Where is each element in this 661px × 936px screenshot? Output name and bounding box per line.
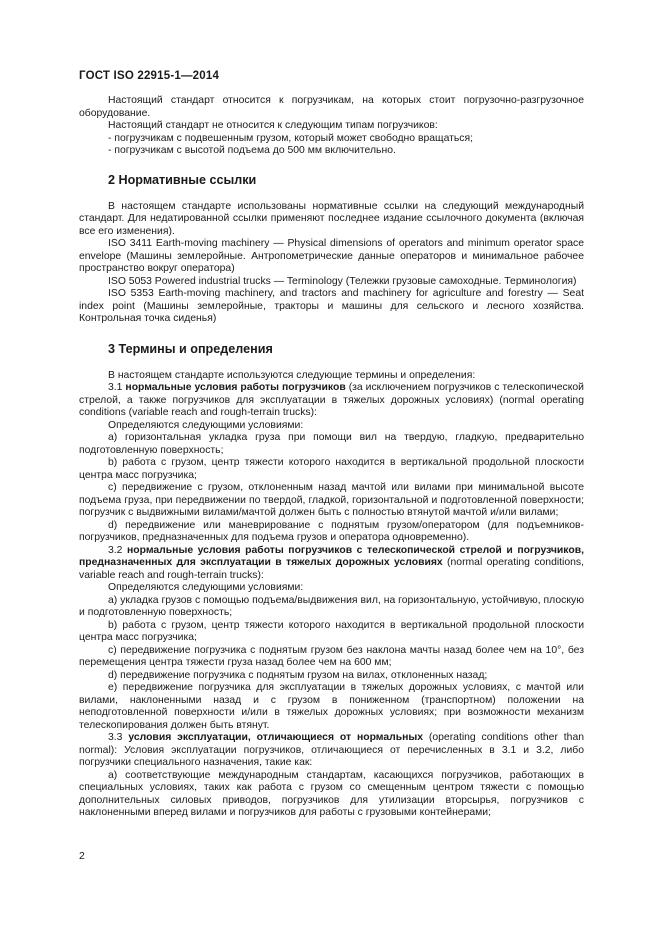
section-3-paragraph: В настоящем стандарте используются следующие термины и определения:	[108, 369, 476, 381]
term-3-1	[79, 382, 584, 420]
term-description: (за исключением погрузчиков с телескопической стрелой, а также погрузчиков для эксплуатации в тяжелых дорожных условиях) (normal operating conditions (variable reach and rough-terrain trucks):	[79, 382, 584, 418]
intro-list-item: - погрузчикам с подвешенным грузом, который может свободно вращаться;	[108, 132, 474, 144]
reference-item: ISO 3411 Earth-moving machinery — Physical dimensions of operators and minimum operator space envelope (Машины землеройные. Антропометрические данные операторов и минимальное рабочее пространство вокруг оператора)	[79, 238, 584, 274]
term-conditions-intro: Определяются следующими условиями:	[108, 582, 304, 593]
condition-item: b) работа с грузом, центр тяжести которого находится в вертикальной продольной плоскости центра масс погрузчика;	[79, 619, 584, 643]
term-conditions-intro: Определяются следующими условиями:	[108, 419, 304, 431]
term-number: 3.2	[108, 544, 128, 556]
section-2-heading: 2 Нормативные ссылки	[108, 172, 257, 187]
condition-item: e) передвижение погрузчика для эксплуатации в тяжелых дорожных условиях, с мачтой или вилами, наклоненными назад и с грузом в пониженном (транспортном) положении на неподготовленной поверхности и/или в тяжелых дорожных условиях; при возможности механизм телескопирования должен быть втянут.	[79, 682, 584, 731]
term-description: (operating conditions other than normal): Условия эксплуатации погрузчиков, отличающиеся от перечисленных в 3.1 и 3.2, либо погрузчики специального назначения, такие как:	[79, 732, 584, 768]
condition-item: а) укладка грузов с помощью подъема/выдвижения вил, на горизонтальную, устойчивую, плоскую и подготовленную поверхность;	[79, 594, 584, 618]
term-3-2	[79, 545, 584, 583]
condition-item: b) работа с грузом, центр тяжести которого находится в вертикальной продольной плоскости центра масс погрузчика;	[79, 457, 584, 481]
term-title: нормальные условия работы погрузчиков с телескопической стрелой и погрузчиков, предназначенных для эксплуатации в тяжелых дорожных условиях	[79, 544, 584, 568]
reference-item: ISO 5053 Powered industrial trucks — Terminology (Тележки грузовые самоходные. Терминология)	[108, 275, 577, 287]
condition-item: а) соответствующие международным стандартам, касающихся погрузчиков, работающих в специальных условиях, таких как работа с грузом со смещенным центром тяжести с помощью дополнительных силовых приводов, погрузчиков для утилизации вторсырья, погрузчиков с наклоненными вперед вилами и погрузчиков для работы с грузовыми контейнерами;	[79, 769, 584, 818]
page-number: 2	[79, 851, 85, 862]
condition-item: d) передвижение или маневрирование с поднятым грузом/оператором (для подъемников-погрузчиков, предназначенных для подъема грузов и оператора одновременно).	[79, 519, 584, 543]
reference-item: ISO 5353 Earth-moving machinery, and tractors and machinery for agriculture and forestry — Seat index point (Машины землеройные, тракторы и машины для сельского и лесного хозяйства. Контрольная точка сиденья)	[79, 288, 584, 324]
condition-item: а) горизонтальная укладка груза при помощи вил на твердую, гладкую, предварительно подготовленную поверхность;	[79, 432, 584, 456]
term-title: нормальные условия работы погрузчиков	[125, 382, 346, 393]
section-2-paragraph: В настоящем стандарте использованы нормативные ссылки на следующий международный стандарт. Для недатированной ссылки применяют последнее издание ссылочного документа (включая все его изменения).	[79, 200, 584, 237]
section-3-heading: 3 Термины и определения	[108, 341, 273, 356]
intro-paragraph: Настоящий стандарт относится к погрузчикам, на которых стоит погрузочно-разгрузочное оборудование.	[79, 95, 584, 119]
intro-list-item: - погрузчикам с высотой подъема до 500 мм включительно.	[108, 145, 396, 156]
document-body	[79, 95, 584, 820]
term-title: условия эксплуатации, отличающиеся от нормальных	[128, 732, 424, 743]
term-description: (normal operating conditions, variable reach and rough-terrain trucks):	[79, 557, 584, 581]
term-number: 3.3	[108, 732, 129, 743]
term-number: 3.1	[108, 382, 126, 393]
condition-item: d) передвижение погрузчика с поднятым грузом на вилах, отклоненных назад;	[108, 669, 488, 681]
condition-item: c) передвижение погрузчика с поднятым грузом без наклона мачты назад более чем на 10°, без перемещения центра тяжести груза назад более чем на 600 мм;	[79, 644, 584, 668]
condition-item: c) передвижение с грузом, отклоненным назад мачтой или вилами при минимальной высоте подъема груза, при передвижении по твердой, гладкой, горизонтальной и подготовленной поверхности; погрузчик с выдвижными вилами/мачтой должен быть с полностью втянутой мачтой и/или вилами;	[79, 482, 584, 518]
document-header: ГОСТ ISO 22915-1—2014	[79, 70, 220, 82]
intro-paragraph: Настоящий стандарт не относится к следующим типам погрузчиков:	[108, 120, 438, 131]
term-3-3	[79, 732, 584, 770]
